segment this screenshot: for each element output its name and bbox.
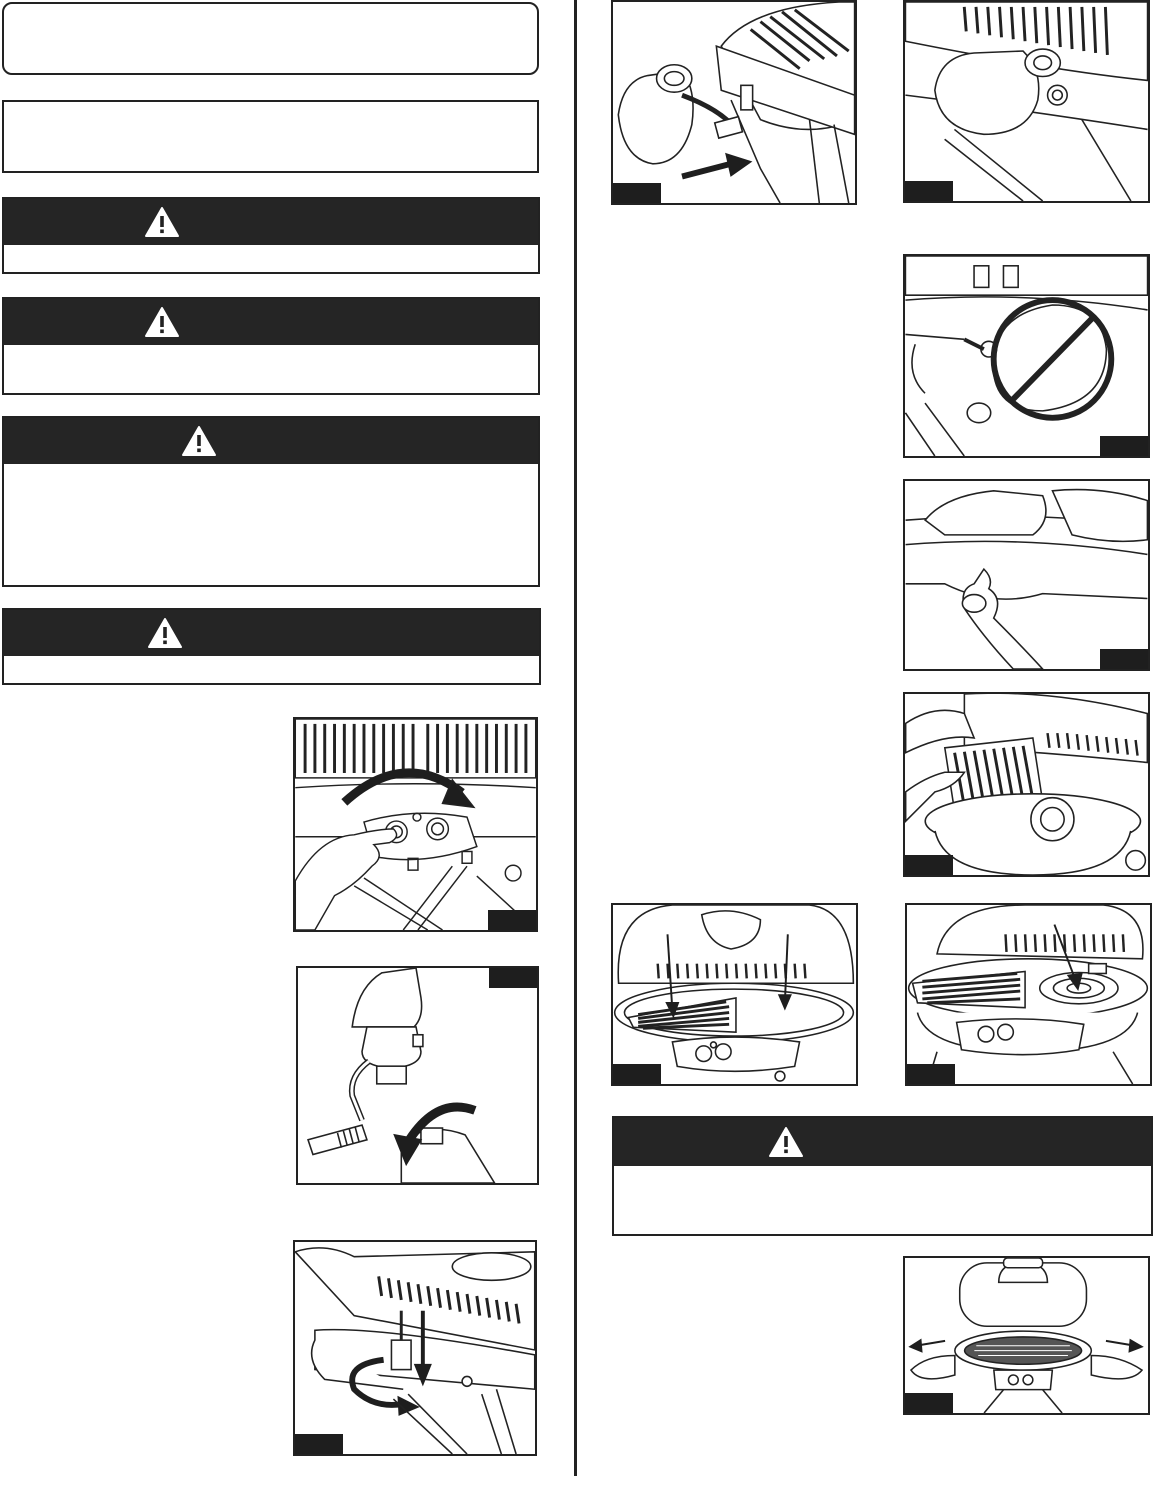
warning-body	[4, 656, 539, 685]
figure-number-tag	[905, 181, 953, 201]
figure-number-tag	[613, 1064, 661, 1084]
warning-body	[614, 1166, 1151, 1236]
figure-cylinder-closeup	[903, 0, 1150, 203]
warning-header	[614, 1118, 1151, 1166]
warning-box-2	[2, 297, 540, 395]
figure-number-tag	[1100, 649, 1148, 669]
grates-placement-illustration	[613, 905, 856, 1084]
incorrect-orientation-illustration	[905, 256, 1148, 456]
warning-triangle-icon	[181, 425, 217, 457]
figure-number-tag	[905, 1393, 953, 1413]
intro-box	[2, 100, 539, 173]
figure-number-tag	[489, 968, 537, 988]
figure-side-tables	[903, 1256, 1150, 1415]
figure-grates-placement	[611, 903, 858, 1086]
warning-box-3	[2, 416, 540, 587]
figure-control-knob	[293, 717, 538, 932]
burner-position-illustration	[907, 905, 1150, 1084]
warning-triangle-icon	[144, 306, 180, 338]
figure-mounting	[293, 1240, 537, 1456]
grill-knob-illustration	[295, 719, 536, 930]
title-box	[2, 2, 539, 75]
regulator-illustration	[298, 968, 537, 1183]
warning-header	[4, 418, 538, 464]
cylinder-closeup-illustration	[905, 2, 1148, 201]
warning-box-1	[2, 197, 540, 274]
figure-burner-position	[905, 903, 1152, 1086]
warning-triangle-icon	[147, 617, 183, 649]
warning-box-right	[612, 1116, 1153, 1236]
figure-number-tag	[488, 910, 536, 930]
warning-body	[4, 345, 538, 395]
figure-incorrect-orientation	[903, 254, 1150, 458]
warning-box-4	[2, 608, 541, 685]
figure-number-tag	[613, 183, 661, 203]
warning-body	[4, 464, 538, 587]
figure-number-tag	[295, 1434, 343, 1454]
warning-header	[4, 299, 538, 345]
figure-number-tag	[905, 855, 953, 875]
warning-header	[4, 199, 538, 245]
opening-lid-illustration	[905, 481, 1148, 669]
figure-number-tag	[907, 1064, 955, 1084]
side-tables-illustration	[905, 1258, 1148, 1413]
figure-cylinder-connected	[611, 0, 857, 205]
warning-triangle-icon	[144, 206, 180, 238]
figure-regulator	[296, 966, 539, 1185]
warning-triangle-icon	[768, 1126, 804, 1158]
figure-opening-lid	[903, 479, 1150, 671]
warning-body	[4, 245, 538, 274]
figure-number-tag	[1100, 436, 1148, 456]
removing-grate-illustration	[905, 694, 1148, 875]
warning-header	[4, 610, 539, 656]
cylinder-connected-illustration	[613, 2, 855, 203]
mounting-illustration	[295, 1242, 535, 1454]
figure-removing-grate	[903, 692, 1150, 877]
column-divider	[574, 0, 577, 1476]
